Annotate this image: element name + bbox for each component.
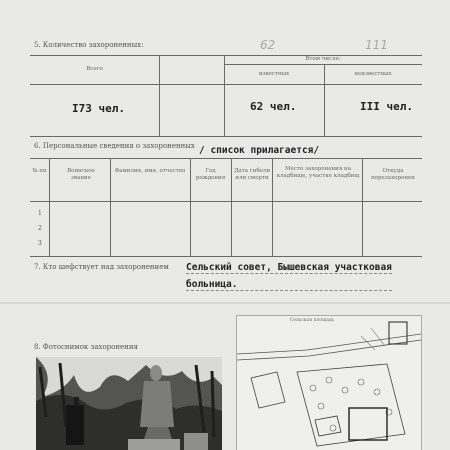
map-label: Сельская площадь	[289, 318, 335, 323]
col-name-header: Фамилия, имя, отчество	[114, 168, 186, 174]
col-unknown-header: неизвестных	[354, 71, 392, 77]
list-attached-note: / список прилагается/	[199, 145, 320, 156]
row-number: 1	[38, 210, 42, 217]
row-number: 2	[38, 225, 42, 232]
total-burials-value: I73 чел.	[72, 102, 125, 115]
col-known-header: известных	[258, 71, 290, 77]
section5-title: 5. Количество захороненных:	[34, 41, 144, 49]
col-rank-header: Воинское звание	[67, 168, 95, 181]
col-num-header: № пп	[32, 168, 47, 174]
handwritten-unknown-count: 111	[365, 38, 388, 52]
burial-site-map	[236, 315, 422, 450]
col-death-header: Дата гибели или смерти	[233, 168, 271, 181]
col-place-header: Место захоронения на кладбище, участке кладбищ	[276, 166, 360, 179]
burial-photo	[36, 357, 222, 450]
col-birth-header: Год рождения	[195, 168, 226, 181]
patron-line-2: больница.	[186, 279, 238, 290]
known-burials-value: 62 чел.	[250, 100, 297, 113]
unknown-burials-value: III чел.	[360, 100, 413, 113]
section6-title: 6. Персональные сведения о захороненных	[34, 142, 195, 150]
row-number: 3	[38, 240, 42, 247]
col-from-header: Откуда перезахоронен	[371, 168, 415, 181]
patron-line-1: Сельский совет, Бышевская участковая	[186, 262, 392, 273]
col-of-them-header: Втом числе:	[305, 56, 341, 62]
handwritten-known-count: 62	[260, 38, 276, 52]
section7-title: 7. Кто шефствует над захоронением	[34, 263, 169, 271]
section8-title: 8. Фотоснимок захоронения	[34, 343, 138, 351]
paper-fold	[0, 302, 450, 304]
col-total-header: Всего	[86, 66, 103, 72]
